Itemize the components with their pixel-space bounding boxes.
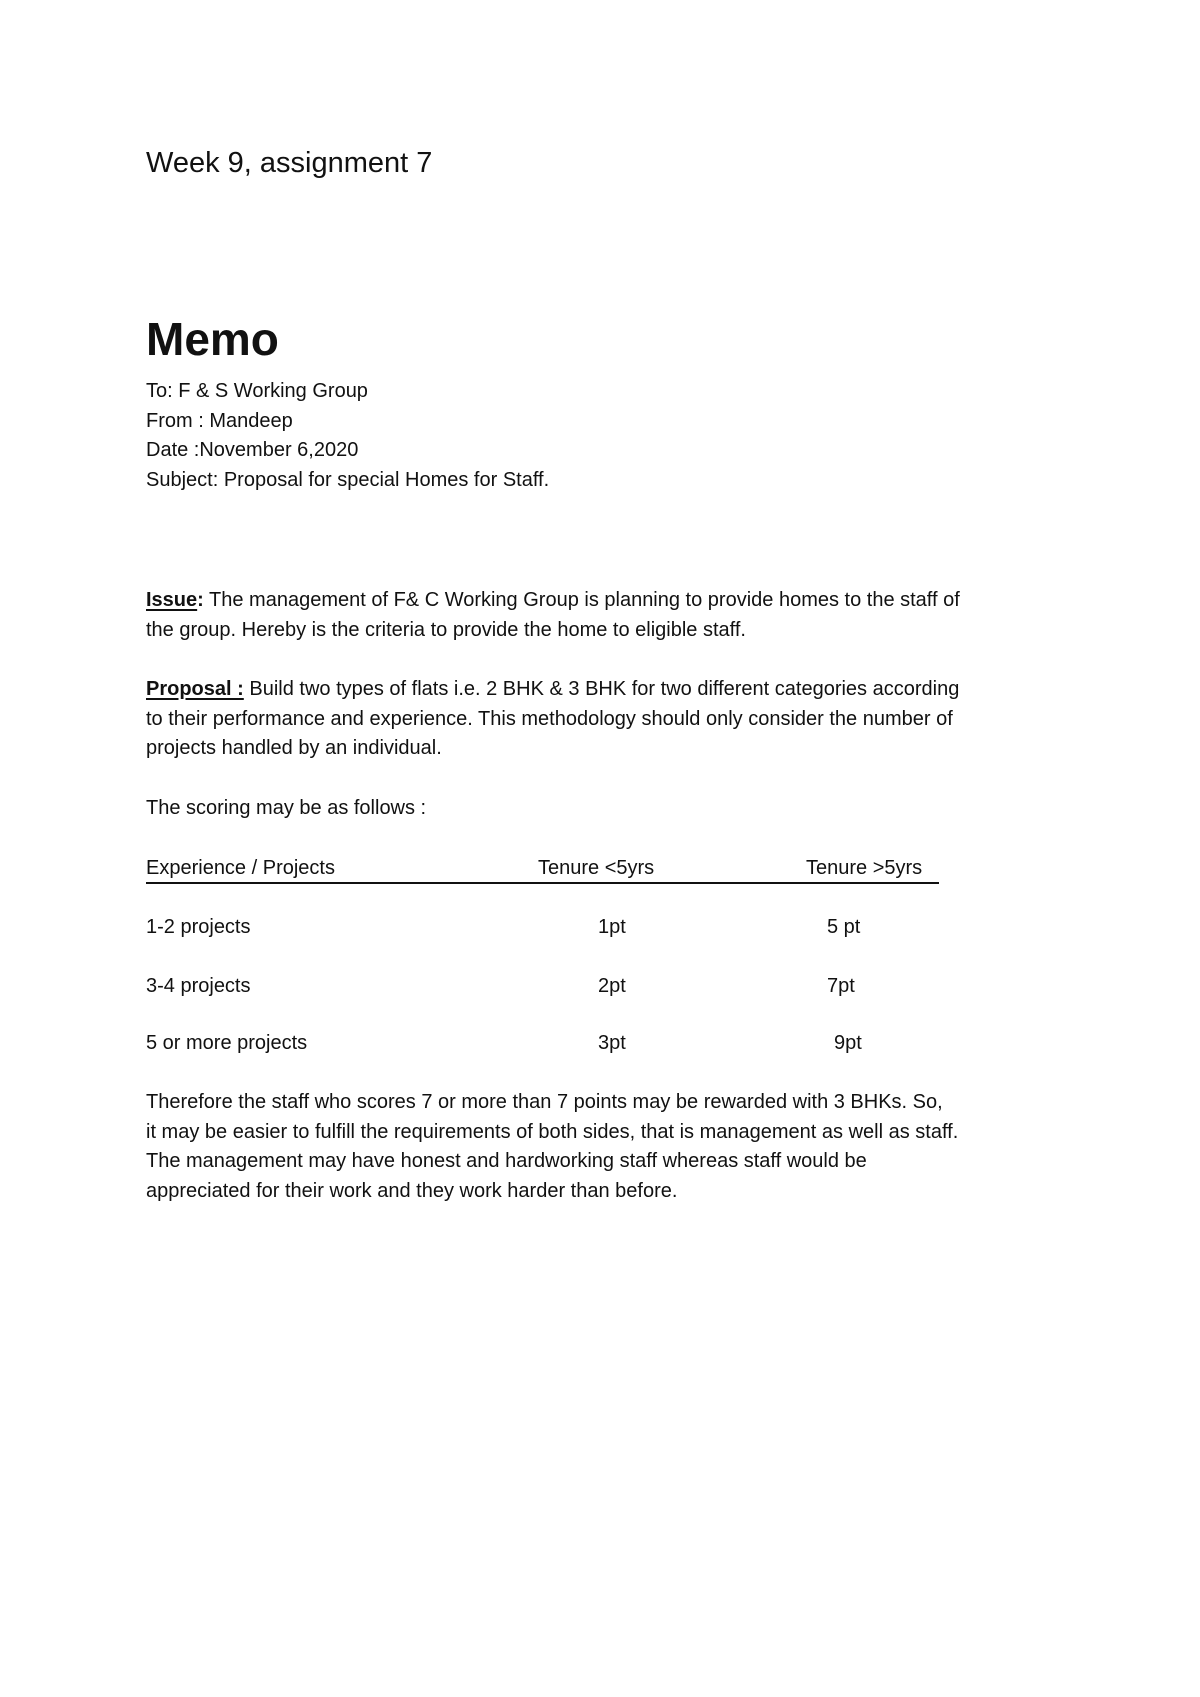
issue-paragraph <box>146 586 1066 645</box>
proposal-text-line-1: Build two types of flats i.e. 2 BHK & 3 BHK for two different categories according <box>243 678 960 700</box>
row-tenure-over-5: 9pt <box>834 1032 862 1054</box>
memo-from: From : Mandeep <box>146 409 293 432</box>
row-experience: 1-2 projects <box>146 916 251 938</box>
row-experience: 3-4 projects <box>146 975 251 997</box>
row-tenure-under-5: 3pt <box>598 1032 626 1054</box>
table-row <box>146 972 939 1002</box>
memo-title: Memo <box>146 313 279 365</box>
memo-date: Date :November 6,2020 <box>146 439 359 461</box>
row-tenure-under-5: 1pt <box>598 916 626 938</box>
issue-colon: : <box>197 589 204 611</box>
memo-to: To: F & S Working Group <box>146 380 368 402</box>
conclusion-line-3: The management may have honest and hardworking staff whereas staff would be <box>146 1150 867 1172</box>
conclusion-line-4: appreciated for their work and they work harder than before. <box>146 1179 678 1202</box>
row-tenure-over-5: 7pt <box>827 975 855 997</box>
table-row <box>146 1029 939 1059</box>
header-experience: Experience / Projects <box>146 857 335 879</box>
row-tenure-over-5: 5 pt <box>827 916 861 938</box>
memo-subject: Subject: Proposal for special Homes for Staff. <box>146 468 550 491</box>
issue-text-line-1: The management of F& C Working Group is planning to provide homes to the staff of <box>203 589 960 611</box>
proposal-text-line-2: to their performance and experience. This methodology should only consider the number of <box>146 707 953 730</box>
header-tenure-over-5: Tenure >5yrs <box>806 857 923 879</box>
conclusion-paragraph <box>146 1088 1066 1206</box>
header-tenure-under-5: Tenure <5yrs <box>538 857 655 879</box>
week-title: Week 9, assignment 7 <box>146 147 433 179</box>
issue-label: Issue <box>146 589 198 611</box>
row-tenure-under-5: 2pt <box>598 975 626 997</box>
proposal-text-line-3: projects handled by an individual. <box>146 737 442 759</box>
proposal-label: Proposal : <box>146 678 244 700</box>
row-experience: 5 or more projects <box>146 1032 308 1054</box>
conclusion-line-2: it may be easier to fulfill the requirements of both sides, that is management as well as staff. <box>146 1120 959 1143</box>
scoring-table-header <box>146 854 939 884</box>
issue-text-line-2: the group. Hereby is the criteria to provide the home to eligible staff. <box>146 618 746 641</box>
scoring-intro: The scoring may be as follows : <box>146 797 427 819</box>
table-row <box>146 913 939 943</box>
conclusion-line-1: Therefore the staff who scores 7 or more than 7 points may be rewarded with 3 BHKs. So, <box>146 1091 943 1113</box>
proposal-paragraph <box>146 675 1066 764</box>
memo-header <box>146 377 549 495</box>
